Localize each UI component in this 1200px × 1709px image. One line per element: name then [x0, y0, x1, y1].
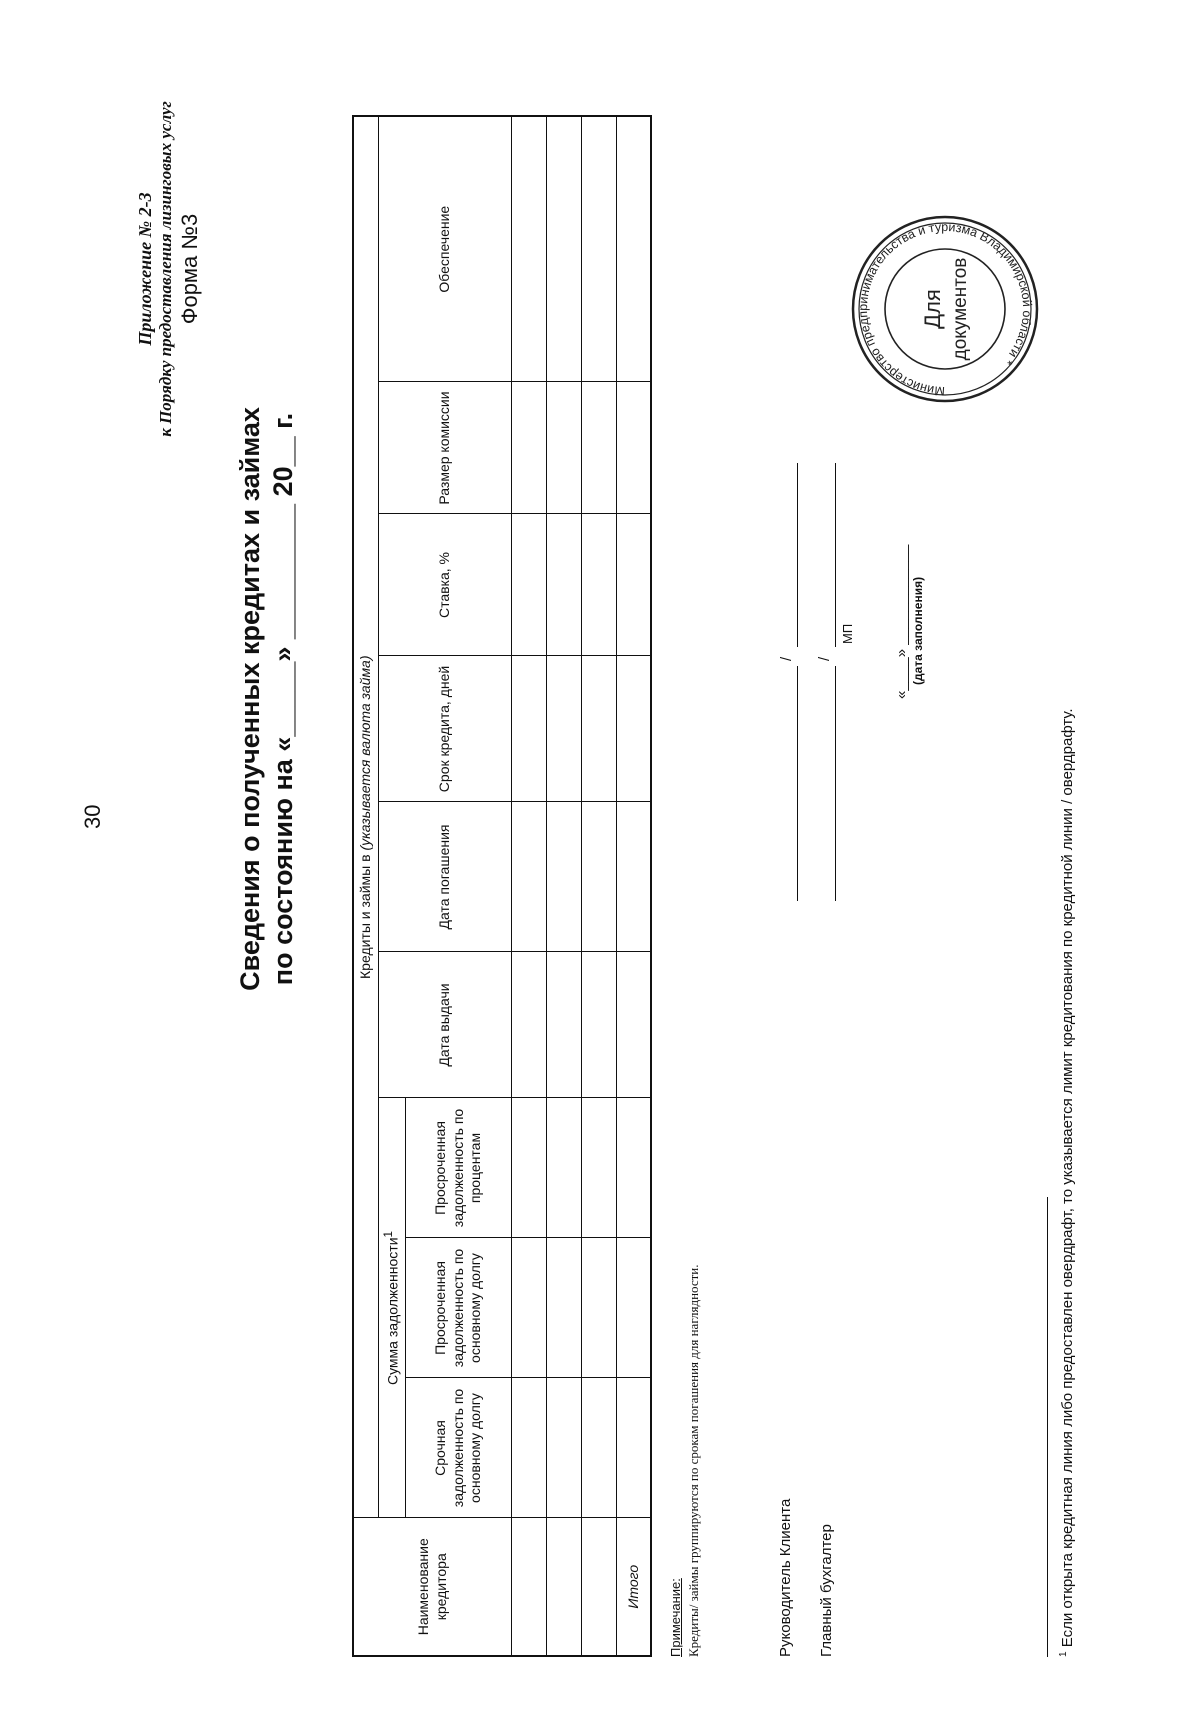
stamp-center-line1: Для [920, 289, 945, 329]
note-heading: Примечание: [668, 1578, 683, 1657]
fill-date-caption: (дата заполнения) [911, 576, 925, 685]
credits-table [352, 115, 652, 1657]
footnote-ref: 1 [381, 1230, 395, 1238]
signature-head-line [797, 666, 798, 901]
official-stamp [850, 214, 1040, 404]
header-creditor-name: Наименование кредитора [353, 1518, 512, 1656]
header-fee: Размер комиссии [378, 382, 512, 514]
header-group-credits-text: Кредиты и займы в [357, 854, 373, 979]
table-row [581, 116, 616, 1656]
signature-accountant-name-line [835, 463, 836, 647]
header-group-debt-text: Сумма задолженности [384, 1237, 401, 1386]
table-row [512, 116, 547, 1656]
note-text: Кредиты/ займы группируются по срокам погашения для наглядности. [686, 1264, 701, 1657]
header-group-credits [353, 116, 378, 1518]
header-term: Срок кредита, дней [378, 656, 512, 802]
total-row [616, 116, 651, 1656]
stamp-place-label: МП [840, 623, 855, 644]
total-label: Итого [616, 1518, 651, 1656]
page-number: 30 [80, 804, 105, 829]
footnote-divider [1047, 1197, 1048, 1657]
header-current-debt: Срочная задолженность по основному долгу [405, 1378, 512, 1518]
form-number: Форма №3 [177, 213, 202, 325]
header-overdue-interest: Просроченная задолженность по процентам [405, 1098, 512, 1238]
footnote-text: Если открыта кредитная линия либо предоставлен овердрафт, то указывается лимит кредитования по кредитной линии / овердрафту. [1059, 708, 1076, 1648]
stamp-center-line2: документов [950, 257, 971, 361]
footnote [1058, 708, 1076, 1657]
header-security: Обеспечение [378, 116, 512, 382]
signature-head-name-line [797, 463, 798, 647]
signature-head-slash: / [778, 656, 795, 661]
header-repay-date: Дата погашения [378, 802, 512, 952]
signature-accountant-label: Главный бухгалтер [818, 1524, 835, 1657]
document-title: Сведения о полученных кредитах и займах [235, 407, 265, 991]
header-group-credits-currency: (указывается валюта займа) [357, 655, 373, 851]
header-group-debt [378, 1098, 405, 1518]
signature-head-label: Руководитель Клиента [777, 1498, 794, 1657]
signature-accountant-slash: / [816, 656, 833, 661]
appendix-reference: к Порядку предоставления лизинговых услуг [156, 101, 175, 437]
document-date-line: по состоянию на «_____» _________ 20__ г. [268, 412, 298, 986]
signature-accountant-line [835, 666, 836, 901]
footnote-mark: 1 [1058, 1651, 1069, 1657]
stamp-ring-text: Министерство предпринимательства и туризма Владимирской области * [855, 219, 1035, 399]
header-overdue-principal: Просроченная задолженность по основному долгу [405, 1238, 512, 1378]
table-row [547, 116, 582, 1656]
header-issue-date: Дата выдачи [378, 952, 512, 1098]
header-rate: Ставка, % [378, 514, 512, 656]
appendix-label: Приложение № 2-3 [135, 192, 155, 346]
fill-date-field: «____» ____________ [893, 544, 910, 699]
